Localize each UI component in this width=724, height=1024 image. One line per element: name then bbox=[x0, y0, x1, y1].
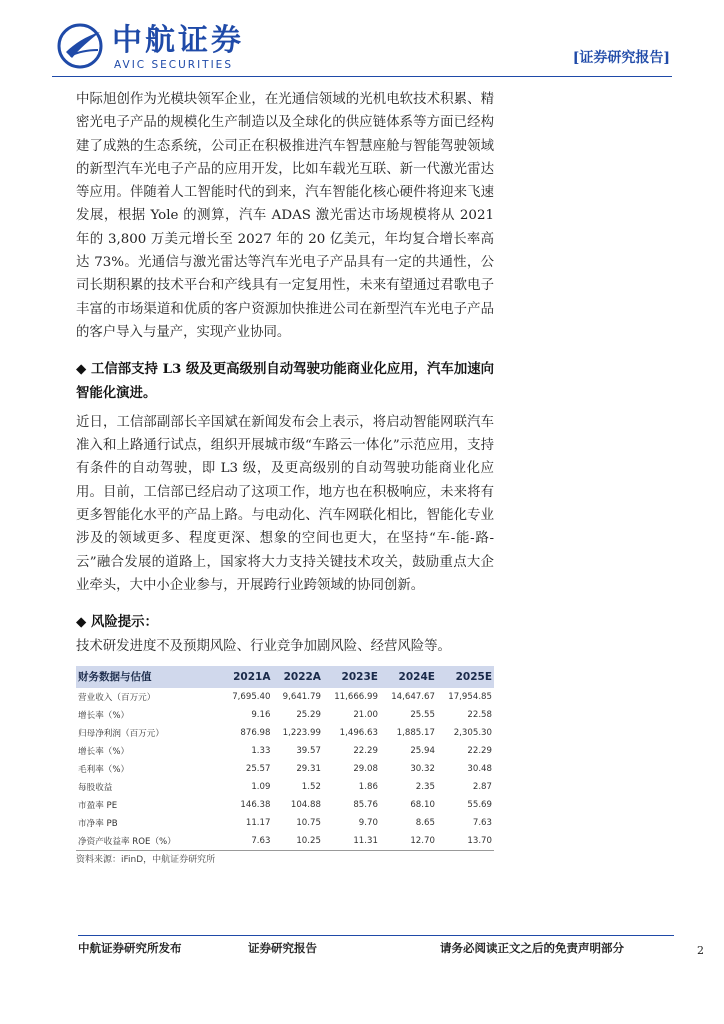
table-cell: 21.00 bbox=[353, 709, 378, 720]
footer-divider bbox=[78, 935, 674, 936]
table-header-cell: 2021A bbox=[222, 666, 272, 688]
table-cell: 9.16 bbox=[251, 709, 271, 720]
table-cell: 25.29 bbox=[296, 709, 321, 720]
table-cell: 1.52 bbox=[301, 781, 321, 792]
footer-publisher: 中航证券研究所发布 bbox=[78, 941, 182, 955]
table-row-label: 市净率 PB bbox=[78, 818, 118, 829]
table-cell: 68.10 bbox=[410, 799, 435, 810]
table-cell: 876.98 bbox=[240, 727, 271, 738]
table-cell: 1,223.99 bbox=[282, 727, 321, 738]
table-row bbox=[76, 688, 494, 706]
footer-report-type: 证券研究报告 bbox=[248, 941, 317, 955]
brand-name-en: AVIC SECURITIES bbox=[114, 59, 233, 71]
brand-name-cn: 中航证券 bbox=[112, 23, 244, 58]
table-header-cell: 2022A bbox=[272, 666, 322, 688]
table-cell: 39.57 bbox=[296, 745, 321, 756]
table-cell: 1,885.17 bbox=[396, 727, 435, 738]
table-cell: 25.55 bbox=[410, 709, 435, 720]
table-cell: 25.57 bbox=[245, 763, 271, 774]
report-body bbox=[76, 88, 494, 866]
table-cell: 29.31 bbox=[296, 763, 321, 774]
table-cell: 146.38 bbox=[240, 799, 271, 810]
report-type-tag: [证券研究报告] bbox=[572, 50, 670, 66]
table-cell: 1.09 bbox=[251, 781, 271, 792]
table-cell: 29.08 bbox=[353, 763, 378, 774]
table-cell: 7.63 bbox=[222, 832, 272, 851]
table-cell: 1,496.63 bbox=[339, 727, 378, 738]
table-row-label: 毛利率（%） bbox=[78, 764, 130, 775]
table-cell: 30.32 bbox=[410, 763, 435, 774]
table-row-label: 市盈率 PE bbox=[78, 800, 118, 811]
table-header-cell: 2025E bbox=[437, 666, 494, 688]
table-cell: 11,666.99 bbox=[334, 691, 378, 702]
table-cell: 10.25 bbox=[272, 832, 322, 851]
table-header-cell: 2024E bbox=[380, 666, 437, 688]
table-cell: 17,954.85 bbox=[448, 691, 492, 702]
table-row bbox=[76, 724, 494, 742]
table-cell: 104.88 bbox=[290, 799, 321, 810]
page-number: 2 bbox=[697, 944, 704, 957]
avic-logo-icon bbox=[56, 22, 104, 70]
header-divider bbox=[52, 76, 672, 77]
table-cell: 7,695.40 bbox=[232, 691, 271, 702]
table-cell: 14,647.67 bbox=[391, 691, 435, 702]
table-row-label: 增长率（%） bbox=[78, 746, 130, 757]
table-row bbox=[76, 760, 494, 778]
table-cell: 85.76 bbox=[353, 799, 378, 810]
table-row bbox=[76, 832, 494, 851]
table-source-note: 资料来源：iFinD，中航证券研究所 bbox=[76, 854, 216, 865]
risk-heading: ◆ 风险提示： bbox=[76, 614, 158, 631]
financial-forecast-table bbox=[76, 666, 494, 851]
table-cell: 22.29 bbox=[353, 745, 378, 756]
l3-policy-paragraph: 近日，工信部副部长辛国斌在新闻发布会上表示，将启动智能网联汽车准入和上路通行试点，组织开展城市级“车路云一体化”示范应用，支持有条件的自动驾驶，即 L3 级，及更高级别的自动驾驶功能商业化应用。目前，工信部已经启动了这项工作，地方也在积极响应，未来将有更多智能化水平的产品上路。与电动化、汽车网联化相比，智能化专业涉及的领域更多、程度更深、想象的空间也更大，在坚持“车-能-路-云”融合发展的道路上，国家将大力支持关键技术攻关，鼓励重点大企业牵头，大中小企业参与，开展跨行业跨领域的协同创新。 bbox=[76, 414, 494, 593]
table-cell: 1.86 bbox=[358, 781, 378, 792]
table-row-label: 归母净利润（百万元） bbox=[78, 728, 164, 739]
table-cell: 30.48 bbox=[467, 763, 492, 774]
table-cell: 22.29 bbox=[467, 745, 492, 756]
table-row bbox=[76, 778, 494, 796]
table-body bbox=[76, 688, 494, 851]
table-cell: 10.75 bbox=[296, 817, 321, 828]
table-row-label: 净资产收益率 ROE（%） bbox=[76, 832, 222, 851]
risk-paragraph: 技术研发进度不及预期风险、行业竞争加剧风险、经营风险等。 bbox=[76, 638, 451, 654]
table-cell: 12.70 bbox=[380, 832, 437, 851]
table-cell: 22.58 bbox=[467, 709, 492, 720]
table-row bbox=[76, 742, 494, 760]
page-header bbox=[52, 16, 672, 72]
table-cell: 1.33 bbox=[251, 745, 271, 756]
table-cell: 8.65 bbox=[415, 817, 435, 828]
table-row-label: 增长率（%） bbox=[78, 710, 130, 721]
table-cell: 13.70 bbox=[437, 832, 494, 851]
table-cell: 11.17 bbox=[245, 817, 271, 828]
table-cell: 2.87 bbox=[472, 781, 492, 792]
footer-disclaimer-note: 请务必阅读正文之后的免责声明部分 bbox=[440, 941, 624, 955]
table-cell: 9.70 bbox=[358, 817, 378, 828]
table-header-row bbox=[76, 666, 494, 688]
table-header-cell: 2023E bbox=[323, 666, 380, 688]
table-cell: 2.35 bbox=[415, 781, 435, 792]
intro-paragraph: 中际旭创作为光模块领军企业，在光通信领域的光机电软技术积累、精密光电子产品的规模化生产制造以及全球化的供应链体系等方面已经构建了成熟的生态系统，公司正在积极推进汽车智慧座舱与智能驾驶领域的新型汽车光电子产品的应用开发，比如车载光互联、新一代激光雷达等应用。伴随着人工智能时代的到来，汽车智能化核心硬件将迎来飞速发展，根据 Yole 的测算，汽车 ADAS 激光雷达市场规模将从 2021 年的 3,800 万美元增长至 2027 年的 20 亿美元，年均复合增长率高达 73%。光通信与激光雷达等汽车光电子产品具有一定的共通性，公司长期积累的技术平台和产线具有一定复用性，未来有望通过君歌电子丰富的市场渠道和优质的客户资源加快推进公司在新型汽车光电子产品的客户导入与量产，实现产业协同。 bbox=[76, 92, 494, 340]
table-cell: 2,305.30 bbox=[453, 727, 492, 738]
table-cell: 11.31 bbox=[323, 832, 380, 851]
table-row-label: 营业收入（百万元） bbox=[78, 692, 156, 703]
table-cell: 7.63 bbox=[472, 817, 492, 828]
table-cell: 25.94 bbox=[410, 745, 435, 756]
table-header-cell: 财务数据与估值 bbox=[76, 666, 222, 688]
table-cell: 55.69 bbox=[467, 799, 492, 810]
table-row bbox=[76, 706, 494, 724]
table-row bbox=[76, 814, 494, 832]
table-row-label: 每股收益 bbox=[78, 782, 113, 793]
section-heading-l3-policy: ◆ 工信部支持 L3 级及更高级别自动驾驶功能商业化应用，汽车加速向智能化演进。 bbox=[76, 361, 494, 401]
table-row bbox=[76, 796, 494, 814]
table-cell: 9,641.79 bbox=[282, 691, 321, 702]
